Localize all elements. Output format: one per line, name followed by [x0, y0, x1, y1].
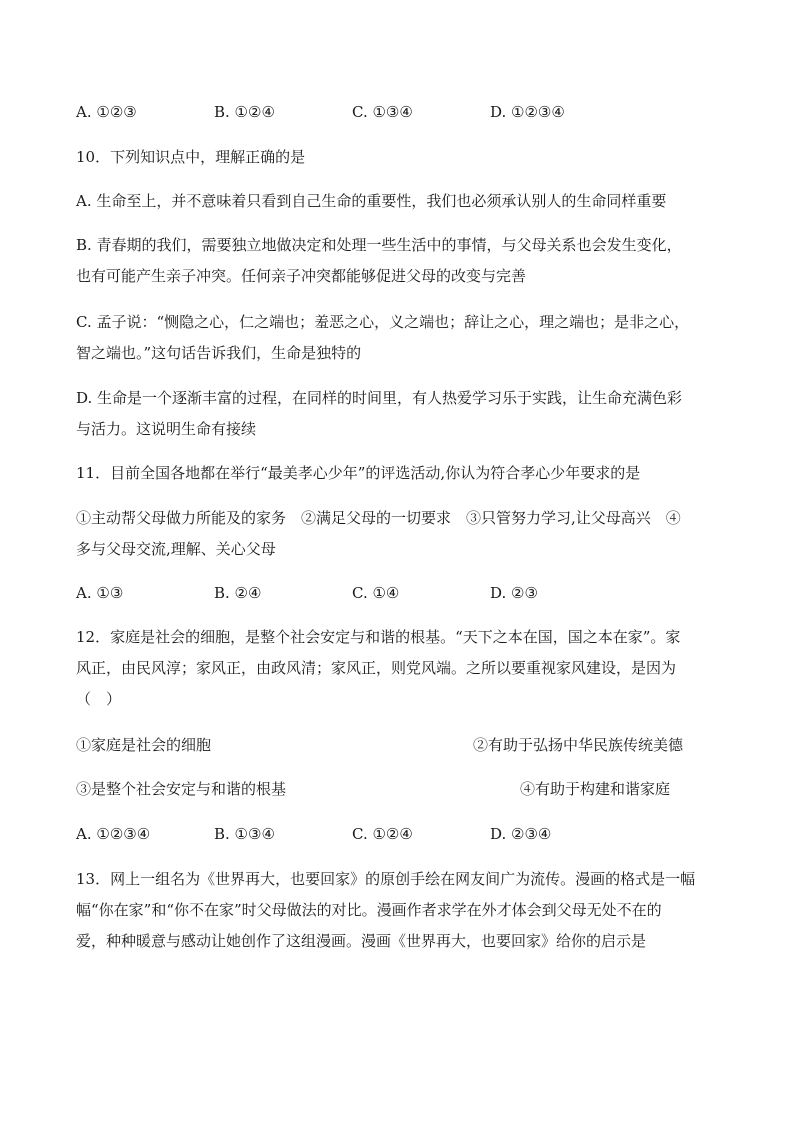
- q11-option-d: D. ②③: [490, 584, 538, 602]
- q9-option-a: A. ①②③: [76, 103, 137, 121]
- q10-option-d-line1: D. 生命是一个逐渐丰富的过程，在同样的时间里，有人热爱学习乐于实践，让生命充满色彩: [76, 389, 683, 407]
- q10-option-a: A. 生命至上，并不意味着只看到自己生命的重要性，我们也必须承认别人的生命同样重要: [76, 192, 667, 210]
- q12-item-3: ③是整个社会安定与和谐的根基: [76, 780, 287, 798]
- q9-option-d: D. ①②③④: [490, 103, 565, 121]
- q11-items-line2: 多与父母交流,理解、关心父母: [76, 540, 276, 558]
- q10-stem: 10．下列知识点中，理解正确的是: [76, 148, 306, 166]
- q9-option-c: C. ①③④: [352, 103, 413, 121]
- q13-line2: 幅“你在家”和“你不在家”时父母做法的对比。漫画作者求学在外才体会到父母无处不在的: [76, 901, 662, 919]
- q12-option-d: D. ②③④: [490, 825, 552, 843]
- q11-option-c: C. ①④: [352, 584, 400, 602]
- q12-stem-line1: 12．家庭是社会的细胞，是整个社会安定与和谐的根基。“天下之本在国，国之本在家”。家: [76, 628, 681, 646]
- q12-item-1: ①家庭是社会的细胞: [76, 736, 212, 754]
- q10-option-c-line2: 智之端也。”这句话告诉我们，生命是独特的: [76, 344, 362, 362]
- q10-option-b-line1: B. 青春期的我们，需要独立地做决定和处理一些生活中的事情，与父母关系也会发生变化，: [76, 236, 682, 254]
- q10-option-c-line1: C. 孟子说：“恻隐之心，仁之端也；羞恶之心，义之端也；辞让之心，理之端也；是非之心，: [76, 313, 690, 331]
- q10-option-b-line2: 也有可能产生亲子冲突。任何亲子冲突都能够促进父母的改变与完善: [76, 267, 527, 285]
- q13-line3: 爱，种种暖意与感动让她创作了这组漫画。漫画《世界再大，也要回家》给你的启示是: [76, 932, 647, 950]
- q12-item-2: ②有助于弘扬中华民族传统美德: [473, 736, 684, 754]
- q12-option-a: A. ①②③④: [76, 825, 151, 843]
- q13-line1: 13．网上一组名为《世界再大，也要回家》的原创手绘在网友间广为流传。漫画的格式是一幅: [76, 870, 696, 888]
- q11-items-line1: ①主动帮父母做力所能及的家务 ②满足父母的一切要求 ③只管努力学习,让父母高兴 ④: [76, 509, 681, 527]
- q11-option-b: B. ②④: [214, 584, 262, 602]
- q12-stem-line2: 风正，由民风淳；家风正，由政风清；家风正，则党风端。之所以要重视家风建设，是因为: [76, 659, 677, 677]
- q12-stem-line3: （ ）: [76, 690, 122, 708]
- q12-item-4: ④有助于构建和谐家庭: [520, 780, 671, 798]
- q12-option-b: B. ①③④: [214, 825, 275, 843]
- q12-option-c: C. ①②④: [352, 825, 413, 843]
- q11-stem: 11．目前全国各地都在举行“最美孝心少年”的评选活动,你认为符合孝心少年要求的是: [76, 464, 641, 482]
- q10-option-d-line2: 与活力。这说明生命有接续: [76, 420, 257, 438]
- q11-option-a: A. ①③: [76, 584, 124, 602]
- q9-option-b: B. ①②④: [214, 103, 275, 121]
